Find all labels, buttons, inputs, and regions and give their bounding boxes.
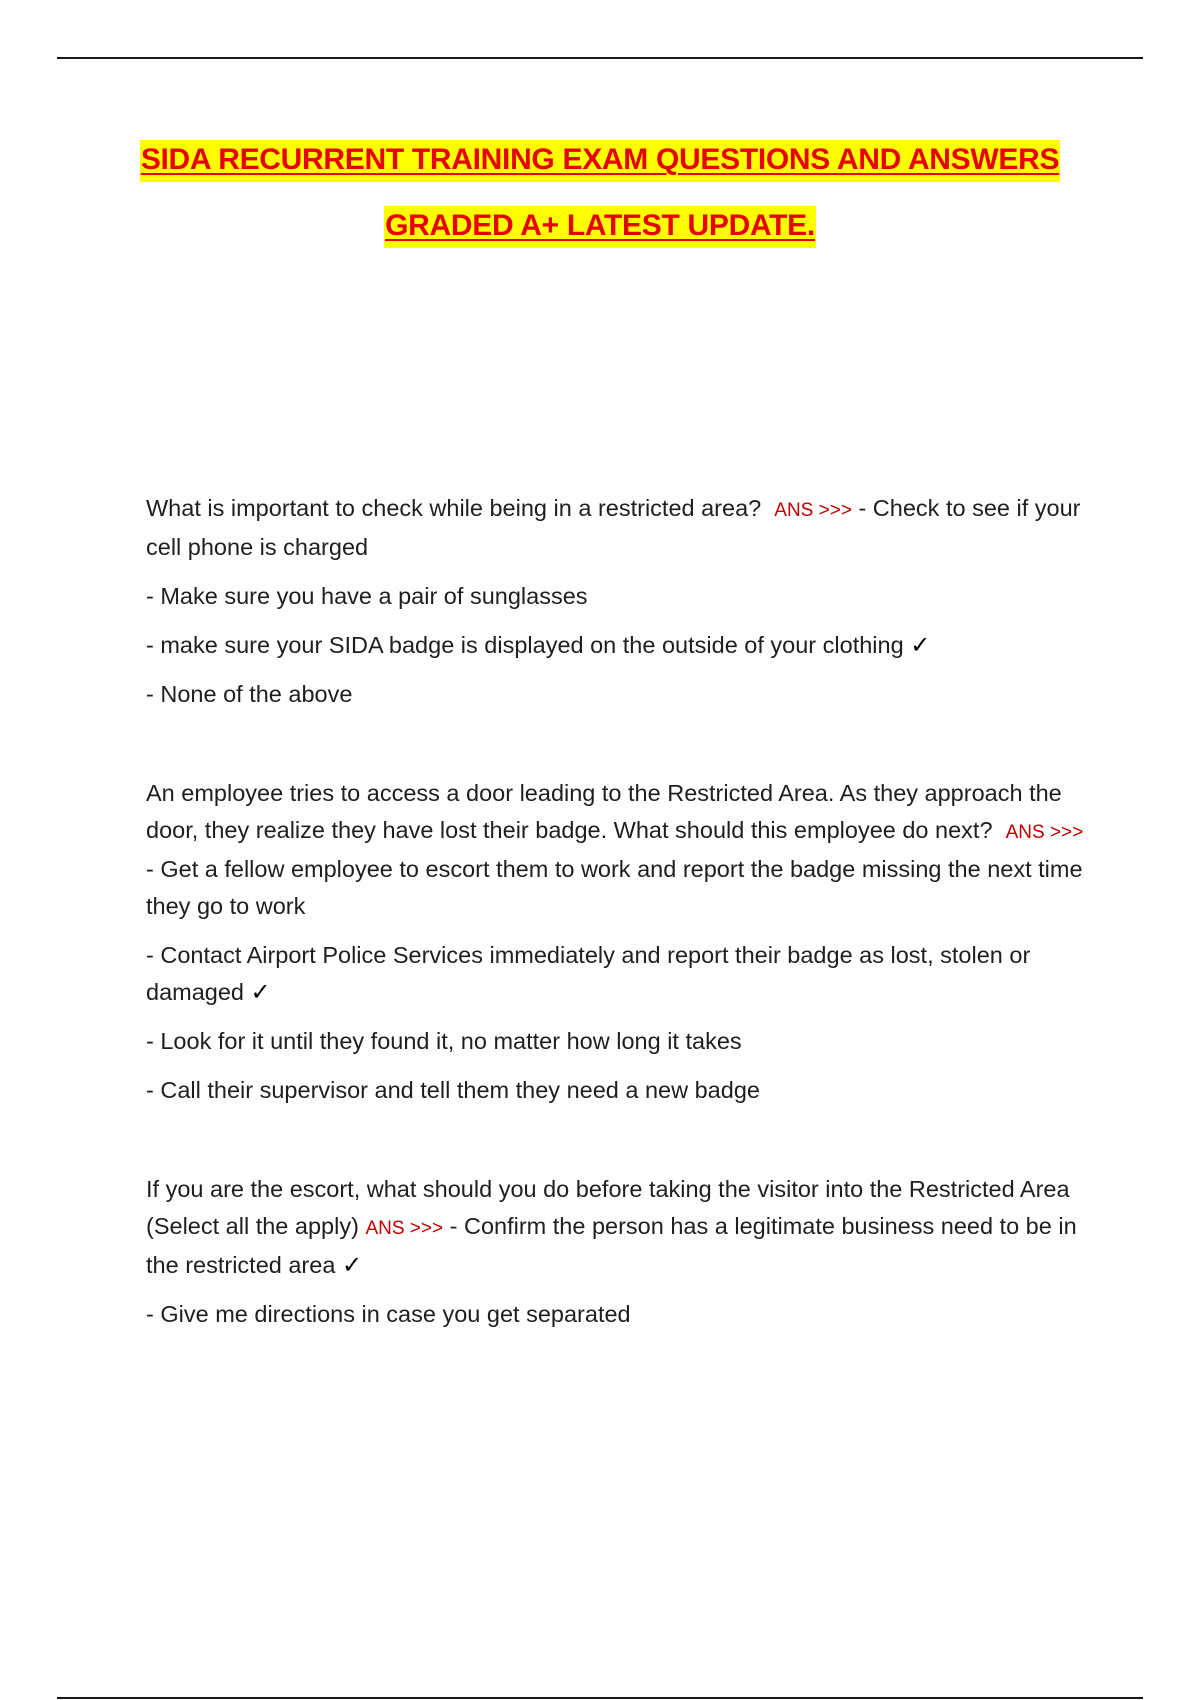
answer-option: - Get a fellow employee to escort them to work and report the badge missing the next time they go to work — [146, 856, 1083, 919]
title-line-1: SIDA RECURRENT TRAINING EXAM QUESTIONS AND ANSWERS — [140, 140, 1060, 182]
question-text: An employee tries to access a door leading to the Restricted Area. As they approach the door, they realize they have lost their badge. What should this employee do next? ANS >>> - Get a fellow employee to escort them to work and report the badge missing the next time they go to work — [146, 780, 1084, 919]
document-title — [0, 140, 1200, 272]
answer-option-correct: - make sure your SIDA badge is displayed on the outside of your clothing ✓ — [146, 631, 931, 659]
answer-option-correct: - Confirm the person has a legitimate business need to be in the restricted area — [146, 1213, 1077, 1278]
qa-block — [146, 775, 1096, 1109]
answer-option: - Look for it until they found it, no matter how long it takes — [146, 1028, 742, 1054]
qa-block — [146, 1171, 1096, 1333]
answer-marker: ANS >>> — [1005, 822, 1084, 843]
answer-option: - None of the above — [146, 681, 353, 707]
answer-marker: ANS >>> — [365, 1218, 444, 1239]
answer-option: - Check to see if your cell phone is charged — [146, 495, 1081, 560]
answer-option: - Make sure you have a pair of sunglasses — [146, 583, 588, 609]
answer-option: - Give me directions in case you get separated — [146, 1301, 631, 1327]
checkmark-icon: ✓ — [250, 978, 271, 1006]
answer-marker: ANS >>> — [774, 500, 852, 521]
checkmark-icon: ✓ — [341, 1251, 363, 1279]
title-line-2: GRADED A+ LATEST UPDATE. — [384, 206, 816, 248]
question-text: If you are the escort, what should you do before taking the visitor into the Restricted Area (Select all the apply) ANS >>> - Confirm the person has a legitimate business need to be in the restricted area ✓ — [146, 1176, 1077, 1279]
qa-content — [146, 490, 1096, 1333]
question-text: What is important to check while being in a restricted area? ANS >>> - Check to see if your cell phone is charged — [146, 495, 1081, 560]
qa-block — [146, 490, 1096, 713]
answer-option-correct: - Contact Airport Police Services immediately and report their badge as lost, stolen or damaged ✓ — [146, 942, 1031, 1006]
checkmark-icon: ✓ — [910, 631, 931, 659]
answer-option: - Call their supervisor and tell them they need a new badge — [146, 1077, 760, 1103]
header-rule — [57, 57, 1143, 59]
footer-rule — [57, 1697, 1143, 1699]
